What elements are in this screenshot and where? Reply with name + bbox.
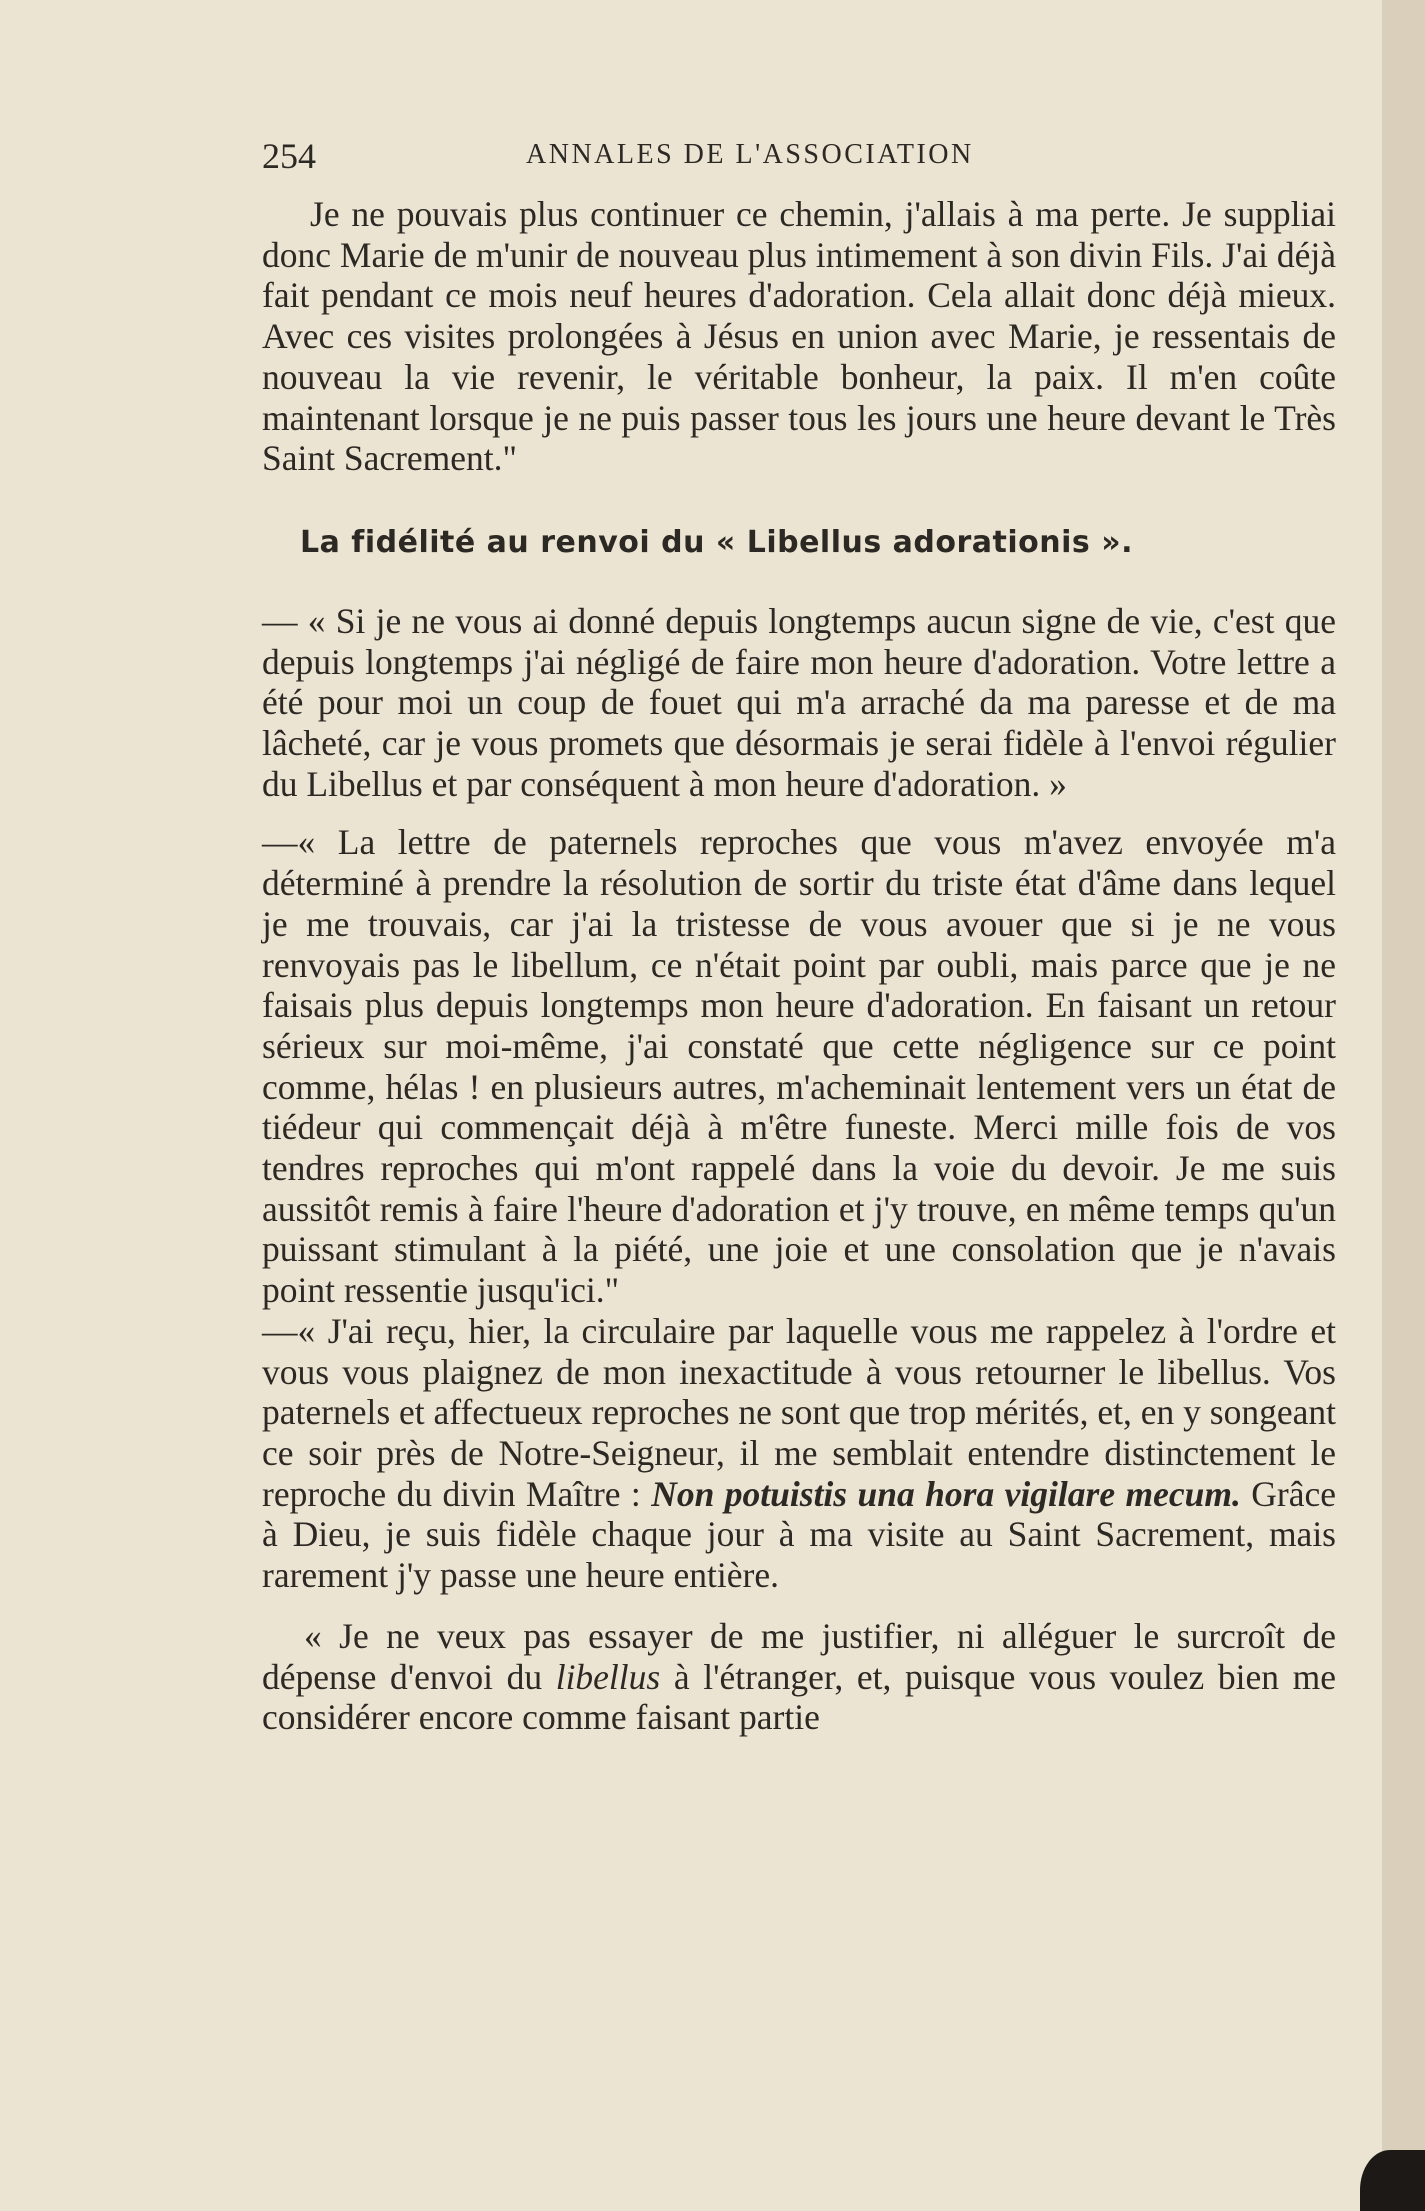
paragraph-4-text: —« J'ai reçu, hier, la circulaire par laquelle vous me rappelez à l'ordre et vous vous plaignez de mon inexactitude à vous retourner le libellus. Vos paternels et affectueux reproches ne sont que trop mérités, et, en y songeant ce soir près de Notre-Seigneur, il me semblait entendre distinctement le reproche du divin Maître :: [262, 1310, 1336, 1514]
page-body: [262, 194, 1336, 1738]
page-edge: [1382, 0, 1425, 2211]
paragraph-5-text: « Je ne veux pas essayer de me justifier, ni alléguer le surcroît de dépense d'envoi du: [262, 1615, 1336, 1697]
latin-quote: Non potuistis una hora vigilare mecum.: [651, 1473, 1241, 1514]
paragraph-4-continuation: Grâce à Dieu, je suis fidèle chaque jour à ma visite au Saint Sacrement, mais rarement j'y passe une heure entière.: [262, 1473, 1337, 1596]
paragraph-3: —« La lettre de paternels reproches que vous m'avez envoyée m'a déterminé à prendre la résolution de sortir du triste état d'âme dans lequel je me trouvais, car j'ai la tristesse de vous avouer que si je ne vous renvoyais pas le libellum, ce n'était point par oubli, mais parce que je ne faisais plus depuis longtemps mon heure d'adoration. En faisant un retour sérieux sur moi-même, j'ai constaté que cette négligence sur ce point comme, hélas ! en plusieurs autres, m'acheminait lentement vers un état de tiédeur qui commençait déjà à m'être funeste. Merci mille fois de vos tendres reproches qui m'ont rappelé dans la voie du devoir. Je me suis aussitôt remis à faire l'heure d'adoration et j'y trouve, en même temps qu'un puissant stimulant à la piété, une joie et une consolation que je n'avais point ressentie jusqu'ici.": [262, 822, 1336, 1311]
paragraph-5: [262, 1616, 1336, 1738]
paragraph-1: Je ne pouvais plus continuer ce chemin, j'allais à ma perte. Je suppliai donc Marie de m'unir de nouveau plus intimement à son divin Fils. J'ai déjà fait pendant ce mois neuf heures d'adoration. Cela allait donc déjà mieux. Avec ces visites prolongées à Jésus en union avec Marie, je ressentais de nouveau la vie revenir, le véritable bonheur, la paix. Il m'en coûte maintenant lorsque je ne puis passer tous les jours une heure devant le Très Saint Sacrement.": [262, 194, 1336, 479]
paragraph-5-continuation: à l'étranger, et, puisque vous voulez bien me considérer encore comme faisant partie: [262, 1656, 1337, 1738]
running-title: ANNALES DE L'ASSOCIATION: [526, 139, 974, 170]
paragraph-4: [262, 1311, 1336, 1596]
page-corner-shadow: [1360, 2150, 1425, 2211]
paragraph-2: — « Si je ne vous ai donné depuis longtemps aucun signe de vie, c'est que depuis longtemps j'ai négligé de faire mon heure d'adoration. Votre lettre a été pour moi un coup de fouet qui m'a arraché da ma paresse et de ma lâcheté, car je vous promets que désormais je serai fidèle à l'envoi régulier du Libellus et par conséquent à mon heure d'adoration. »: [262, 600, 1336, 804]
section-heading: La fidélité au renvoi du « Libellus adorationis ».: [300, 524, 1133, 560]
page-number: 254: [262, 136, 316, 176]
libellus-italic: libellus: [555, 1656, 661, 1697]
page-header: [262, 135, 1342, 195]
